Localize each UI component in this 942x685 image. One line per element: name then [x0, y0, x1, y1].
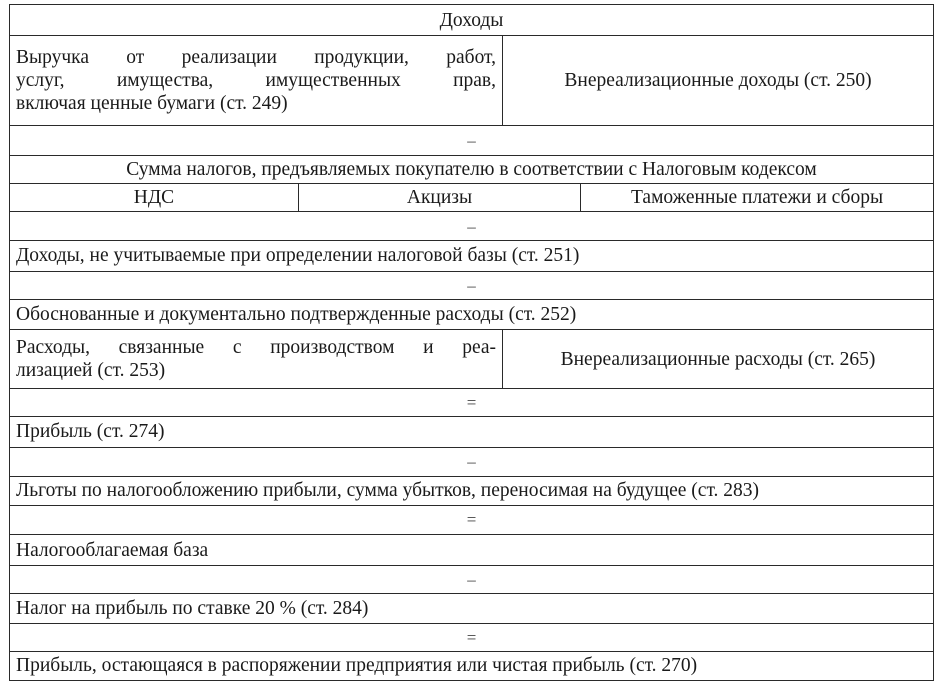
- tax-customs: Таможенные платежи и сборы: [581, 184, 934, 212]
- tax-excise: Акцизы: [299, 184, 581, 212]
- profit: Прибыль (ст. 274): [10, 417, 934, 447]
- revenue-line: Выручка от реализации продукции, работ,: [16, 47, 496, 69]
- income-header: Доходы: [10, 5, 934, 36]
- production-expenses-line: лизацией (ст. 253): [16, 360, 166, 382]
- tax-vat: НДС: [10, 184, 299, 212]
- expenses-header: Обоснованные и документально подтвержденные расходы (ст. 252): [10, 299, 934, 329]
- net-profit: Прибыль, остающаяся в распоряжении предприятия или чистая прибыль (ст. 270): [10, 651, 934, 680]
- operator-minus: –: [10, 125, 934, 155]
- operator-minus: –: [10, 566, 934, 594]
- revenue-line: услуг, имущества, имущественных прав,: [16, 70, 496, 92]
- operator-equals: =: [10, 389, 934, 417]
- production-expenses-line: Расходы, связанные с производством и реа-: [16, 337, 496, 359]
- operator-equals: =: [10, 505, 934, 534]
- profit-tax: Налог на прибыль по ставке 20 % (ст. 284): [10, 594, 934, 623]
- tax-benefits: Льготы по налогообложению прибыли, сумма убытков, переносимая на будущее (ст. 283): [10, 476, 934, 505]
- excluded-income: Доходы, не учитываемые при определении налоговой базы (ст. 251): [10, 241, 934, 271]
- taxable-base: Налогооблагаемая база: [10, 535, 934, 566]
- operator-minus: –: [10, 447, 934, 476]
- revenue-cell: [10, 36, 503, 126]
- operator-minus: –: [10, 271, 934, 299]
- production-expenses-cell: [10, 329, 503, 388]
- operator-minus: –: [10, 212, 934, 241]
- non-operating-expenses: Внереализационные расходы (ст. 265): [503, 329, 934, 388]
- revenue-line: включая ценные бумаги (ст. 249): [16, 93, 288, 115]
- non-operating-income: Внереализационные доходы (ст. 250): [503, 36, 934, 126]
- operator-equals: =: [10, 623, 934, 651]
- taxes-header: Сумма налогов, предъявляемых покупателю в соответствии с Налоговым кодексом: [10, 156, 934, 184]
- tax-calculation-scheme: [9, 4, 934, 681]
